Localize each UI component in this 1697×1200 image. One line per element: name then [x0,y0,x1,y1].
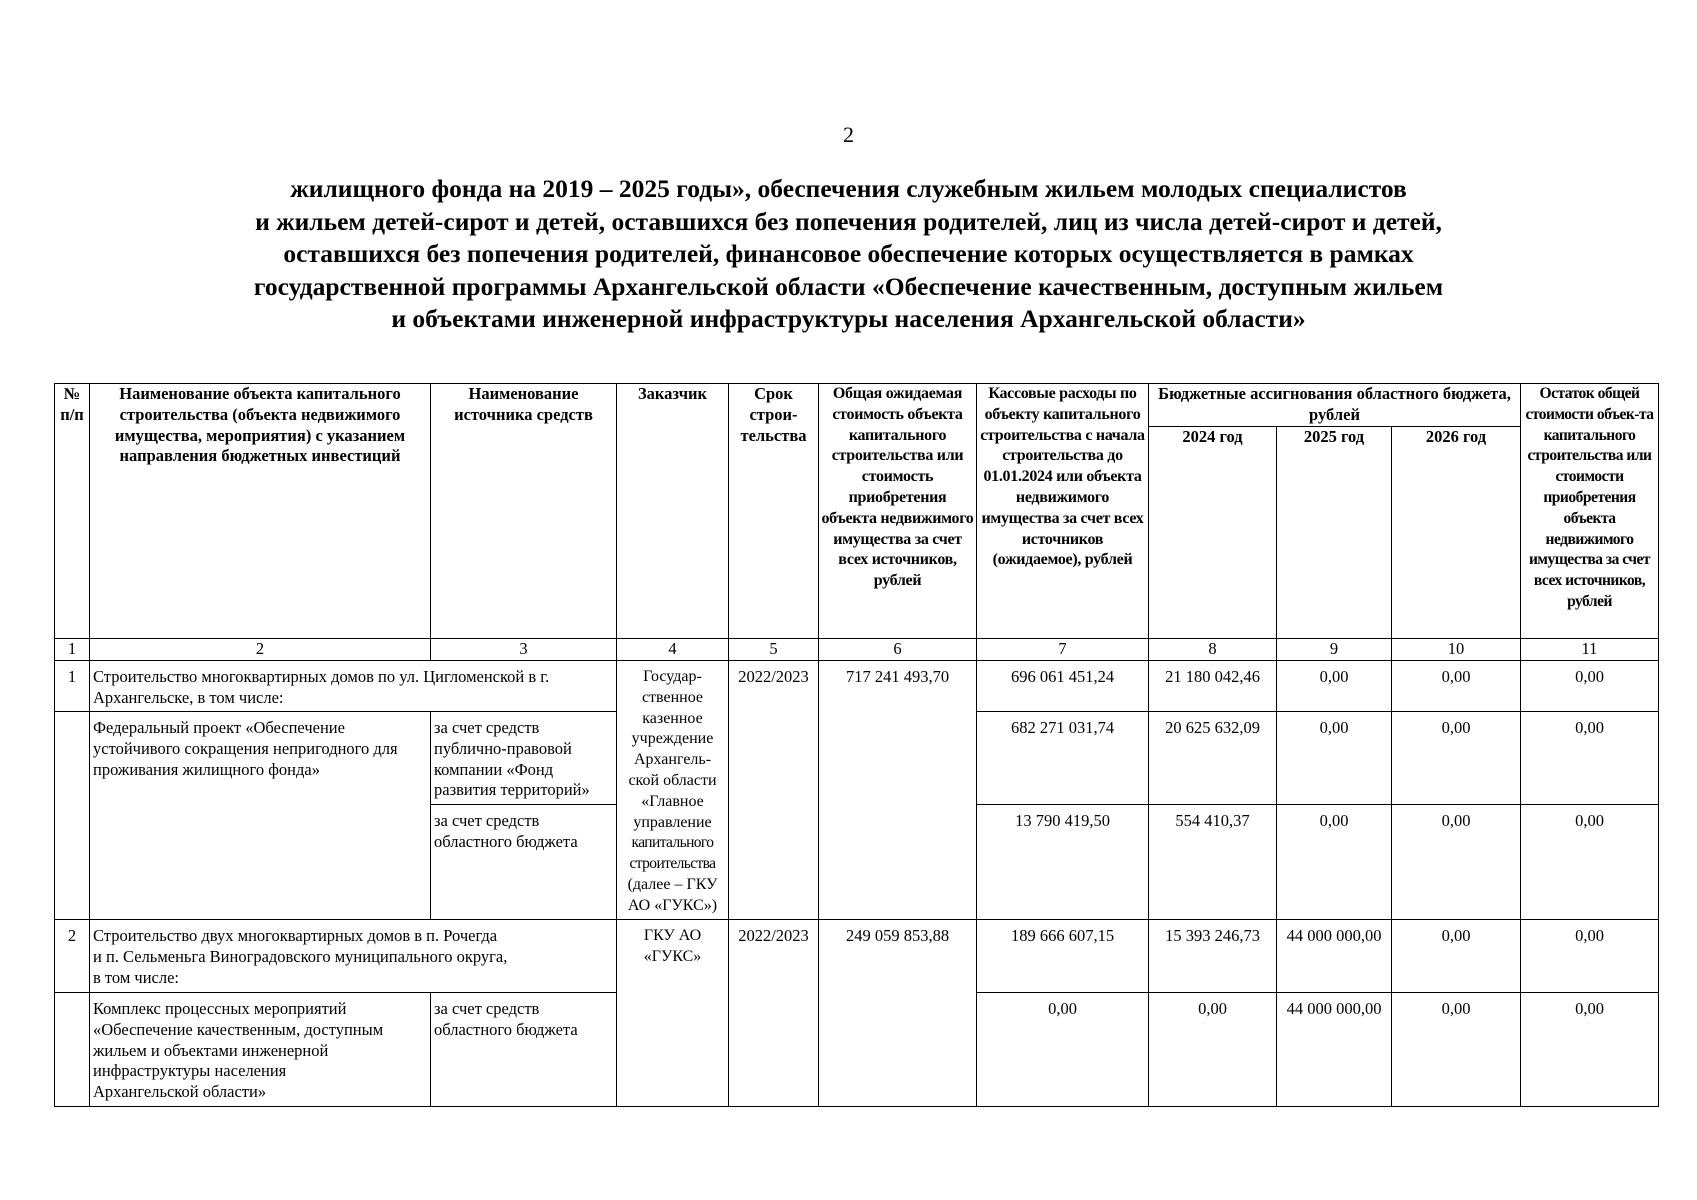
header-customer: Заказчик [617,384,729,639]
allocation-2025: 44 000 000,00 [1277,993,1392,1107]
cash-expenses: 0,00 [977,993,1149,1107]
table-row [55,920,1659,993]
column-number: 8 [1149,639,1277,661]
title-line: и объектами инженерной инфраструктуры населения Архангельской области» [391,304,1306,333]
customer: ГКУ АО «ГУКС» [617,920,729,1107]
allocation-2024: 0,00 [1149,993,1277,1107]
construction-term: 2022/2023 [729,920,819,1107]
remaining-cost: 0,00 [1521,920,1659,993]
column-number: 4 [617,639,729,661]
column-number: 1 [55,639,90,661]
header-no: № п/п [55,384,90,639]
title-line: оставшихся без попечения родителей, финансовое обеспечение которых осуществляется в рамках [283,239,1414,268]
sub-object-name: Комплекс процессных мероприятий «Обеспечение качественным, доступным жильем и объектами инженерной инфраструктуры населения Архангельской области» [90,993,431,1107]
header-funding-source: Наименование источника средств [431,384,617,639]
row-number-empty [55,712,90,920]
header-object-name: Наименование объекта капитального строительства (объекта недвижимого имущества, мероприятия) с указанием направления бюджетных инвестиций [90,384,431,639]
remaining-cost: 0,00 [1521,712,1659,805]
allocation-2024: 554 410,37 [1149,805,1277,920]
allocation-2024: 20 625 632,09 [1149,712,1277,805]
budget-allocation-table [54,383,1659,1107]
remaining-cost: 0,00 [1521,805,1659,920]
row-number-empty [55,993,90,1107]
header-construction-term: Срок строи-тельства [729,384,819,639]
column-number: 3 [431,639,617,661]
cash-expenses: 189 666 607,15 [977,920,1149,993]
allocation-2026: 0,00 [1392,920,1521,993]
cash-expenses: 682 271 031,74 [977,712,1149,805]
title-line: и жильем детей-сирот и детей, оставшихся без попечения родителей, лиц из числа детей-сирот и детей, [255,206,1442,236]
column-number: 10 [1392,639,1521,661]
header-total-cost: Общая ожидаемая стоимость объекта капитального строительства или стоимость приобретения объекта недвижимого имущества за счет всех источников, рублей [819,384,977,639]
row-number: 2 [55,920,90,993]
allocation-2025: 0,00 [1277,712,1392,805]
allocation-2025: 0,00 [1277,661,1392,712]
allocation-2026: 0,00 [1392,661,1521,712]
allocation-2025: 0,00 [1277,805,1392,920]
allocation-2025: 44 000 000,00 [1277,920,1392,993]
total-cost: 717 241 493,70 [819,661,977,920]
allocation-2024: 15 393 246,73 [1149,920,1277,993]
total-cost: 249 059 853,88 [819,920,977,1107]
row-number: 1 [55,661,90,712]
title-line: жилищного фонда на 2019 – 2025 годы», обеспечения служебным жильем молодых специалистов [290,174,1407,203]
column-number: 6 [819,639,977,661]
column-number: 5 [729,639,819,661]
funding-source: за счет средств областного бюджета [431,805,617,920]
allocation-2026: 0,00 [1392,805,1521,920]
object-name: Строительство двух многоквартирных домов в п. Рочегда и п. Сельменьга Виноградовского муниципального округа, в том числе: [90,920,617,993]
title-line: государственной программы Архангельской области «Обеспечение качественным, доступным жильем [253,271,1444,301]
column-number: 7 [977,639,1149,661]
header-remaining-cost: Остаток общей стоимости объек-та капитального строительства или стоимости приобретения объекта недвижимого имущества за счет всех источников, рублей [1521,384,1659,639]
funding-source: за счет средств публично-правовой компании «Фонд развития территорий» [431,712,617,805]
allocation-2026: 0,00 [1392,712,1521,805]
allocation-2024: 21 180 042,46 [1149,661,1277,712]
header-year-2024: 2024 год [1149,427,1277,639]
column-number-row [55,639,1659,661]
sub-object-name: Федеральный проект «Обеспечение устойчивого сокращения непригодного для проживания жилищного фонда» [90,712,431,920]
column-number: 11 [1521,639,1659,661]
header-year-2026: 2026 год [1392,427,1521,639]
allocation-2026: 0,00 [1392,993,1521,1107]
remaining-cost: 0,00 [1521,993,1659,1107]
construction-term: 2022/2023 [729,661,819,920]
column-number: 2 [90,639,431,661]
column-number: 9 [1277,639,1392,661]
header-cash-expenses: Кассовые расходы по объекту капитального строительства с начала строительства до 01.01.2024 или объекта недвижимого имущества за счет всех источников (ожидаемое), рублей [977,384,1149,639]
cash-expenses: 13 790 419,50 [977,805,1149,920]
document-title [150,173,1547,336]
header-budget-allocations: Бюджетные ассигнования областного бюджета, рублей [1149,384,1521,427]
customer: Государ- ственное казенное учреждение Архангель- ской области «Главное управление капитального строительства (далее – ГКУ АО «ГУКС») [617,661,729,920]
remaining-cost: 0,00 [1521,661,1659,712]
cash-expenses: 696 061 451,24 [977,661,1149,712]
header-year-2025: 2025 год [1277,427,1392,639]
funding-source: за счет средств областного бюджета [431,993,617,1107]
table-row [55,661,1659,712]
page-number: 2 [843,122,854,147]
object-name: Строительство многоквартирных домов по ул. Цигломенской в г. Архангельске, в том числе: [90,661,617,712]
